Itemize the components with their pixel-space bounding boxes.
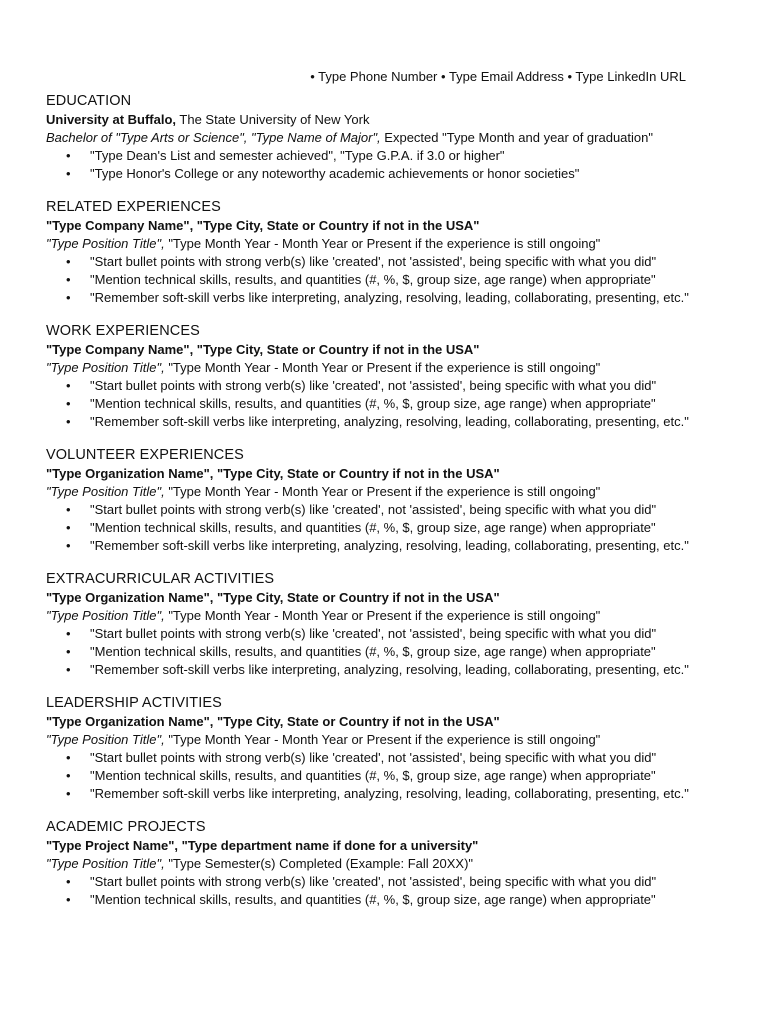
bullet-dot: • [66, 414, 71, 429]
degree-line [46, 129, 706, 147]
position-line [46, 607, 706, 625]
position-title: "Type Position Title", [46, 484, 165, 499]
contact-email: Type Email Address [448, 69, 564, 84]
school-name: University at Buffalo, [46, 112, 177, 127]
section-title: WORK EXPERIENCES [46, 323, 200, 339]
bullet-list [46, 253, 706, 307]
list-item [46, 413, 706, 431]
contact-phone: Type Phone Number [318, 69, 438, 84]
resume-page [46, 68, 706, 909]
section-title: RELATED EXPERIENCES [46, 199, 221, 215]
education-section [46, 92, 706, 183]
bullet-text: "Mention technical skills, results, and quantities (#, %, $, group size, age range) when appropriate" [90, 768, 656, 783]
bullet-text: "Mention technical skills, results, and quantities (#, %, $, group size, age range) when appropriate" [90, 520, 656, 535]
bullet-text: "Start bullet points with strong verb(s) like 'created', not 'assisted', being specific with what you did" [90, 254, 657, 269]
bullet-text: "Remember soft-skill verbs like interpreting, analyzing, resolving, leading, collaborating, presenting, etc." [90, 662, 689, 677]
position-dates: "Type Month Year - Month Year or Present if the experience is still ongoing" [164, 732, 601, 747]
organization-line: "Type Company Name", "Type City, State or Country if not in the USA" [46, 218, 480, 233]
volunteer-experiences-section [46, 446, 706, 555]
list-item [46, 891, 706, 909]
position-title: "Type Position Title", [46, 732, 165, 747]
bullet-text: "Mention technical skills, results, and quantities (#, %, $, group size, age range) when appropriate" [90, 396, 656, 411]
list-item [46, 519, 706, 537]
bullet-text: "Mention technical skills, results, and quantities (#, %, $, group size, age range) when appropriate" [90, 272, 656, 287]
bullet-dot: • [66, 254, 71, 269]
bullet-text: "Remember soft-skill verbs like interpreting, analyzing, resolving, leading, collaborating, presenting, etc." [90, 414, 689, 429]
bullet-text: "Start bullet points with strong verb(s) like 'created', not 'assisted', being specific with what you did" [90, 502, 657, 517]
bullet-dot: • [66, 874, 71, 889]
list-item [46, 253, 706, 271]
bullet-dot: • [66, 148, 71, 163]
list-item [46, 377, 706, 395]
bullet-text: "Type Honor's College or any noteworthy academic achievements or honor societies" [90, 166, 580, 181]
list-item [46, 661, 706, 679]
position-line [46, 731, 706, 749]
position-title: "Type Position Title", [46, 608, 165, 623]
bullet-list [46, 147, 706, 183]
position-line [46, 855, 706, 873]
position-dates: "Type Semester(s) Completed (Example: Fall 20XX)" [164, 856, 474, 871]
bullet-text: "Type Dean's List and semester achieved", "Type G.P.A. if 3.0 or higher" [90, 148, 505, 163]
section-title: ACADEMIC PROJECTS [46, 819, 206, 835]
organization-line: "Type Organization Name", "Type City, State or Country if not in the USA" [46, 714, 500, 729]
position-dates: "Type Month Year - Month Year or Present if the experience is still ongoing" [164, 236, 601, 251]
bullet-text: "Mention technical skills, results, and quantities (#, %, $, group size, age range) when appropriate" [90, 892, 656, 907]
bullet-dot: • [66, 750, 71, 765]
bullet-text: "Remember soft-skill verbs like interpreting, analyzing, resolving, leading, collaborating, presenting, etc." [90, 538, 689, 553]
section-title: EXTRACURRICULAR ACTIVITIES [46, 571, 275, 587]
list-item [46, 165, 706, 183]
bullet-dot: • [66, 378, 71, 393]
bullet-list [46, 377, 706, 431]
school-detail: The State University of New York [176, 112, 370, 127]
list-item [46, 749, 706, 767]
list-item [46, 625, 706, 643]
bullet-dot: • [66, 538, 71, 553]
extracurricular-activities-section [46, 570, 706, 679]
section-title: VOLUNTEER EXPERIENCES [46, 447, 244, 463]
list-item [46, 147, 706, 165]
list-item [46, 643, 706, 661]
organization-line: "Type Company Name", "Type City, State or Country if not in the USA" [46, 342, 480, 357]
bullet-list [46, 873, 706, 909]
bullet-dot: • [66, 166, 71, 181]
position-line [46, 359, 706, 377]
position-dates: "Type Month Year - Month Year or Present if the experience is still ongoing" [164, 484, 601, 499]
bullet-text: "Mention technical skills, results, and quantities (#, %, $, group size, age range) when appropriate" [90, 644, 656, 659]
contact-linkedin: Type LinkedIn URL [575, 69, 686, 84]
list-item [46, 271, 706, 289]
position-title: "Type Position Title", [46, 236, 165, 251]
bullet-separator: • [441, 69, 446, 84]
position-line [46, 235, 706, 253]
bullet-dot: • [66, 662, 71, 677]
bullet-dot: • [66, 502, 71, 517]
bullet-text: "Start bullet points with strong verb(s) like 'created', not 'assisted', being specific with what you did" [90, 750, 657, 765]
contact-line [46, 68, 706, 86]
bullet-dot: • [66, 626, 71, 641]
school-line [46, 111, 706, 129]
position-title: "Type Position Title", [46, 360, 165, 375]
list-item [46, 289, 706, 307]
bullet-dot: • [66, 272, 71, 287]
position-dates: "Type Month Year - Month Year or Present if the experience is still ongoing" [164, 360, 601, 375]
list-item [46, 767, 706, 785]
bullet-dot: • [66, 290, 71, 305]
bullet-list [46, 625, 706, 679]
organization-line: "Type Organization Name", "Type City, State or Country if not in the USA" [46, 466, 500, 481]
bullet-dot: • [66, 520, 71, 535]
bullet-separator: • [310, 69, 315, 84]
organization-line: "Type Project Name", "Type department name if done for a university" [46, 838, 479, 853]
organization-line: "Type Organization Name", "Type City, State or Country if not in the USA" [46, 590, 500, 605]
position-dates: "Type Month Year - Month Year or Present if the experience is still ongoing" [164, 608, 601, 623]
bullet-list [46, 749, 706, 803]
bullet-text: "Remember soft-skill verbs like interpreting, analyzing, resolving, leading, collaborating, presenting, etc." [90, 290, 689, 305]
list-item [46, 873, 706, 891]
work-experiences-section [46, 322, 706, 431]
list-item [46, 785, 706, 803]
bullet-dot: • [66, 768, 71, 783]
bullet-text: "Start bullet points with strong verb(s) like 'created', not 'assisted', being specific with what you did" [90, 874, 657, 889]
position-title: "Type Position Title", [46, 856, 165, 871]
bullet-dot: • [66, 892, 71, 907]
section-title: LEADERSHIP ACTIVITIES [46, 695, 222, 711]
bullet-text: "Start bullet points with strong verb(s) like 'created', not 'assisted', being specific with what you did" [90, 378, 657, 393]
academic-projects-section [46, 818, 706, 909]
section-title: EDUCATION [46, 93, 132, 109]
position-line [46, 483, 706, 501]
related-experiences-section [46, 198, 706, 307]
bullet-dot: • [66, 786, 71, 801]
bullet-separator: • [567, 69, 573, 84]
list-item [46, 537, 706, 555]
leadership-activities-section [46, 694, 706, 803]
bullet-dot: • [66, 396, 71, 411]
list-item [46, 501, 706, 519]
bullet-list [46, 501, 706, 555]
degree-name: Bachelor of "Type Arts or Science", "Type Name of Major", [46, 130, 381, 145]
bullet-text: "Start bullet points with strong verb(s) like 'created', not 'assisted', being specific with what you did" [90, 626, 657, 641]
list-item [46, 395, 706, 413]
graduation-date: Expected "Type Month and year of graduation" [380, 130, 653, 145]
bullet-text: "Remember soft-skill verbs like interpreting, analyzing, resolving, leading, collaborating, presenting, etc." [90, 786, 689, 801]
bullet-dot: • [66, 644, 71, 659]
